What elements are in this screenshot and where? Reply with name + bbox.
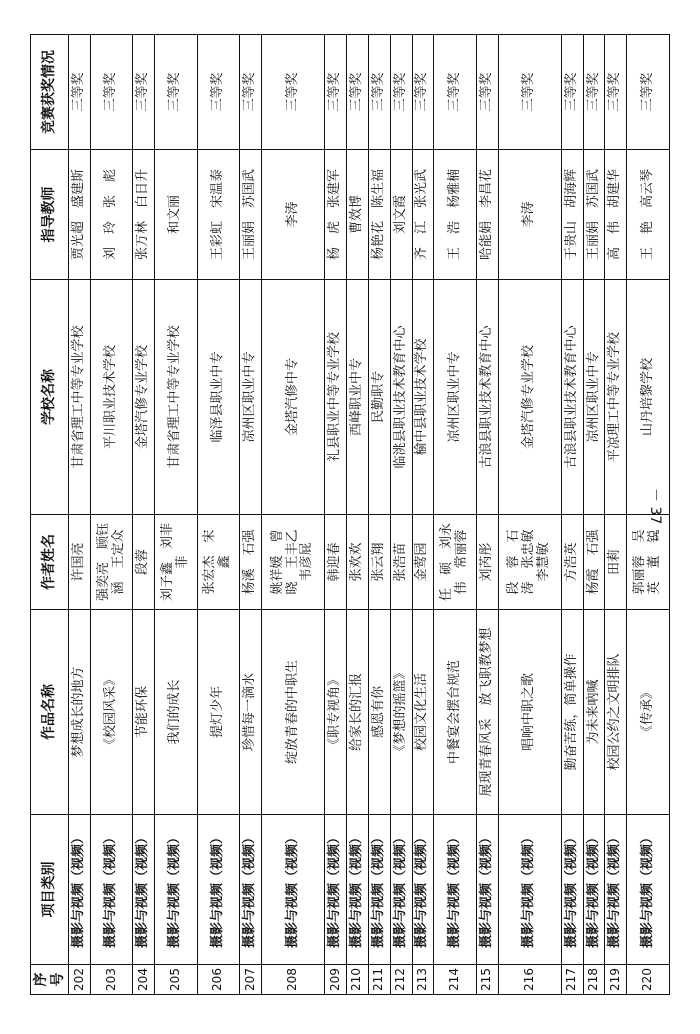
cell-title: 勤奋苦练，简单操作 [561, 610, 583, 815]
cell-category: 摄影与视频（视频） [324, 815, 346, 965]
cell-category: 摄影与视频（视频） [261, 815, 324, 965]
table-row [605, 35, 627, 995]
cell-award: 三等奖 [412, 35, 434, 150]
cell-teachers: 李涛 [498, 150, 561, 280]
cell-school: 平川职业技术学校 [90, 280, 132, 515]
cell-category: 摄影与视频（视频） [133, 815, 155, 965]
page-number: － 37 － [647, 488, 663, 543]
cell-authors: 方浩英 [561, 515, 583, 610]
cell-authors: 刘芮彤 [476, 515, 498, 610]
cell-no: 216 [498, 965, 561, 995]
table-row [368, 35, 390, 995]
cell-teachers: 李涛 [261, 150, 324, 280]
cell-no: 218 [583, 965, 605, 995]
cell-authors: 刘子鑫 刘菲菲 [155, 515, 197, 610]
cell-authors: 姚祥媛 曾 晓 王丰乙 韦彦屁 [261, 515, 324, 610]
cell-category: 摄影与视频（视频） [90, 815, 132, 965]
header-award: 竞赛获奖情况 [31, 35, 69, 150]
cell-category: 摄影与视频（视频） [627, 815, 670, 965]
cell-authors: 张云翔 [368, 515, 390, 610]
cell-award: 三等奖 [390, 35, 412, 150]
cell-no: 205 [155, 965, 197, 995]
cell-title: 《职专视角》 [324, 610, 346, 815]
award-table [30, 34, 670, 995]
cell-category: 摄影与视频（视频） [412, 815, 434, 965]
cell-title: 给家长的汇报 [346, 610, 368, 815]
cell-school: 民勤职专 [368, 280, 390, 515]
table-row [324, 35, 346, 995]
cell-school: 榆中县职业技术学校 [412, 280, 434, 515]
table-row [583, 35, 605, 995]
cell-school: 甘肃省理工中等专业学校 [69, 280, 91, 515]
cell-award: 三等奖 [498, 35, 561, 150]
cell-authors: 段 蓉 石 涛 张忠敏 李慧敏 [498, 515, 561, 610]
cell-teachers: 和文丽 [155, 150, 197, 280]
cell-authors: 强奕亮 顾钰涵 王定众 [90, 515, 132, 610]
cell-title: 《梦想的摇篮》 [390, 610, 412, 815]
cell-award: 三等奖 [261, 35, 324, 150]
cell-award: 三等奖 [605, 35, 627, 150]
cell-no: 208 [261, 965, 324, 995]
cell-school: 金塔汽修中专 [261, 280, 324, 515]
cell-no: 204 [133, 965, 155, 995]
table-header-row [31, 35, 69, 995]
cell-school: 凉州区职业中专 [434, 280, 476, 515]
cell-teachers: 刘文霞 [390, 150, 412, 280]
table-row [261, 35, 324, 995]
cell-teachers: 张万林 白日升 [133, 150, 155, 280]
cell-title: 唱响中职之歌 [498, 610, 561, 815]
table-row [197, 35, 239, 995]
cell-category: 摄影与视频（视频） [605, 815, 627, 965]
cell-award: 三等奖 [324, 35, 346, 150]
cell-category: 摄影与视频（视频） [368, 815, 390, 965]
cell-title: 校园公约之文明排队 [605, 610, 627, 815]
cell-authors: 段蓉 [133, 515, 155, 610]
cell-category: 摄影与视频（视频） [240, 815, 262, 965]
cell-award: 三等奖 [561, 35, 583, 150]
table-row [240, 35, 262, 995]
cell-teachers: 王彩虹 宋温泰 [197, 150, 239, 280]
cell-award: 三等奖 [627, 35, 670, 150]
table-row [476, 35, 498, 995]
cell-school: 平凉理工中等专业学校 [605, 280, 627, 515]
header-school: 学校名称 [31, 280, 69, 515]
cell-teachers: 杨艳花 陈生福 [368, 150, 390, 280]
cell-award: 三等奖 [155, 35, 197, 150]
cell-no: 215 [476, 965, 498, 995]
cell-authors: 张宏杰 宋 鑫 [197, 515, 239, 610]
cell-no: 210 [346, 965, 368, 995]
cell-teachers: 哈能娟 李昌花 [476, 150, 498, 280]
cell-teachers: 王 艳 高云琴 [627, 150, 670, 280]
table-row [155, 35, 197, 995]
cell-teachers: 曹效博 [346, 150, 368, 280]
cell-teachers: 贾光超 盛建斯 [69, 150, 91, 280]
cell-award: 三等奖 [368, 35, 390, 150]
table-row [90, 35, 132, 995]
cell-category: 摄影与视频（视频） [390, 815, 412, 965]
cell-school: 西峰职业中专 [346, 280, 368, 515]
cell-teachers: 王丽娟 苏国武 [583, 150, 605, 280]
cell-title: 我们的成长 [155, 610, 197, 815]
cell-school: 临泽县职业中专 [197, 280, 239, 515]
cell-award: 三等奖 [133, 35, 155, 150]
cell-authors: 杨霞 石强 [583, 515, 605, 610]
cell-title: 梦想成长的地方 [69, 610, 91, 815]
cell-no: 211 [368, 965, 390, 995]
cell-school: 临洮县职业技术教育中心 [390, 280, 412, 515]
table-row [346, 35, 368, 995]
cell-award: 三等奖 [434, 35, 476, 150]
cell-authors: 田莉 [605, 515, 627, 610]
cell-school: 凉州区职业中专 [240, 280, 262, 515]
cell-school: 凉州区职业中专 [583, 280, 605, 515]
table-body [69, 35, 670, 995]
table-row [561, 35, 583, 995]
cell-category: 摄影与视频（视频） [583, 815, 605, 965]
cell-no: 220 [627, 965, 670, 995]
cell-title: 为未来吶喊 [583, 610, 605, 815]
cell-no: 206 [197, 965, 239, 995]
cell-authors: 郭丽蓉 吴 英 董 锐 [627, 515, 670, 610]
cell-title: 《传承》 [627, 610, 670, 815]
cell-title: 校园文化生活 [412, 610, 434, 815]
cell-teachers: 高 伟 胡建华 [605, 150, 627, 280]
cell-teachers: 杨 虎 张建军 [324, 150, 346, 280]
cell-school: 古浪县职业技术教育中心 [561, 280, 583, 515]
cell-school: 山丹培黎学校 [627, 280, 670, 515]
table-row [498, 35, 561, 995]
cell-school: 礼县职业中等专业学校 [324, 280, 346, 515]
cell-award: 三等奖 [197, 35, 239, 150]
cell-authors: 杨溪 石强 [240, 515, 262, 610]
rotated-page [30, 35, 670, 995]
cell-award: 三等奖 [476, 35, 498, 150]
cell-no: 207 [240, 965, 262, 995]
cell-teachers: 王 浩 杨雅楠 [434, 150, 476, 280]
table-row [412, 35, 434, 995]
cell-category: 摄影与视频（视频） [498, 815, 561, 965]
cell-title: 展现青春风采 放飞职教梦想 [476, 610, 498, 815]
cell-authors: 任 硕 刘永伟 常丽蓉 [434, 515, 476, 610]
cell-school: 古浪县职业技术教育中心 [476, 280, 498, 515]
header-category: 项目类别 [31, 815, 69, 965]
cell-category: 摄影与视频（视频） [197, 815, 239, 965]
cell-authors: 韩迎春 [324, 515, 346, 610]
cell-title: 珍惜每一滴水 [240, 610, 262, 815]
cell-title: 中餐宴会摆台规范 [434, 610, 476, 815]
cell-no: 202 [69, 965, 91, 995]
cell-category: 摄影与视频（视频） [69, 815, 91, 965]
cell-authors: 张欢欢 [346, 515, 368, 610]
header-no: 序号 [31, 965, 69, 995]
header-authors: 作者姓名 [31, 515, 69, 610]
cell-no: 203 [90, 965, 132, 995]
cell-title: 《校园风采》 [90, 610, 132, 815]
cell-school: 金塔汽修专业学校 [498, 280, 561, 515]
cell-authors: 张浩苗 [390, 515, 412, 610]
table-row [69, 35, 91, 995]
cell-no: 212 [390, 965, 412, 995]
cell-teachers: 齐 江 张光武 [412, 150, 434, 280]
header-teachers: 指导教师 [31, 150, 69, 280]
cell-title: 感恩有你 [368, 610, 390, 815]
cell-title: 绽放青春的中职生 [261, 610, 324, 815]
cell-school: 金塔汽修专业学校 [133, 280, 155, 515]
cell-category: 摄影与视频（视频） [346, 815, 368, 965]
table-row [434, 35, 476, 995]
cell-no: 214 [434, 965, 476, 995]
cell-teachers: 王丽娟 苏国武 [240, 150, 262, 280]
cell-school: 甘肃省理工中等专业学校 [155, 280, 197, 515]
cell-no: 209 [324, 965, 346, 995]
cell-title: 节能环保 [133, 610, 155, 815]
cell-award: 三等奖 [69, 35, 91, 150]
table-row [390, 35, 412, 995]
cell-authors: 金莺园 [412, 515, 434, 610]
cell-award: 三等奖 [346, 35, 368, 150]
cell-category: 摄影与视频（视频） [561, 815, 583, 965]
cell-teachers: 于贵山 胡海辉 [561, 150, 583, 280]
cell-title: 提灯少年 [197, 610, 239, 815]
header-title: 作品名称 [31, 610, 69, 815]
cell-award: 三等奖 [90, 35, 132, 150]
table-row [133, 35, 155, 995]
cell-authors: 许国亮 [69, 515, 91, 610]
cell-category: 摄影与视频（视频） [476, 815, 498, 965]
cell-no: 213 [412, 965, 434, 995]
cell-teachers: 刘 玲 张 彪 [90, 150, 132, 280]
cell-award: 三等奖 [240, 35, 262, 150]
cell-no: 217 [561, 965, 583, 995]
cell-award: 三等奖 [583, 35, 605, 150]
cell-category: 摄影与视频（视频） [434, 815, 476, 965]
cell-no: 219 [605, 965, 627, 995]
cell-category: 摄影与视频（视频） [155, 815, 197, 965]
